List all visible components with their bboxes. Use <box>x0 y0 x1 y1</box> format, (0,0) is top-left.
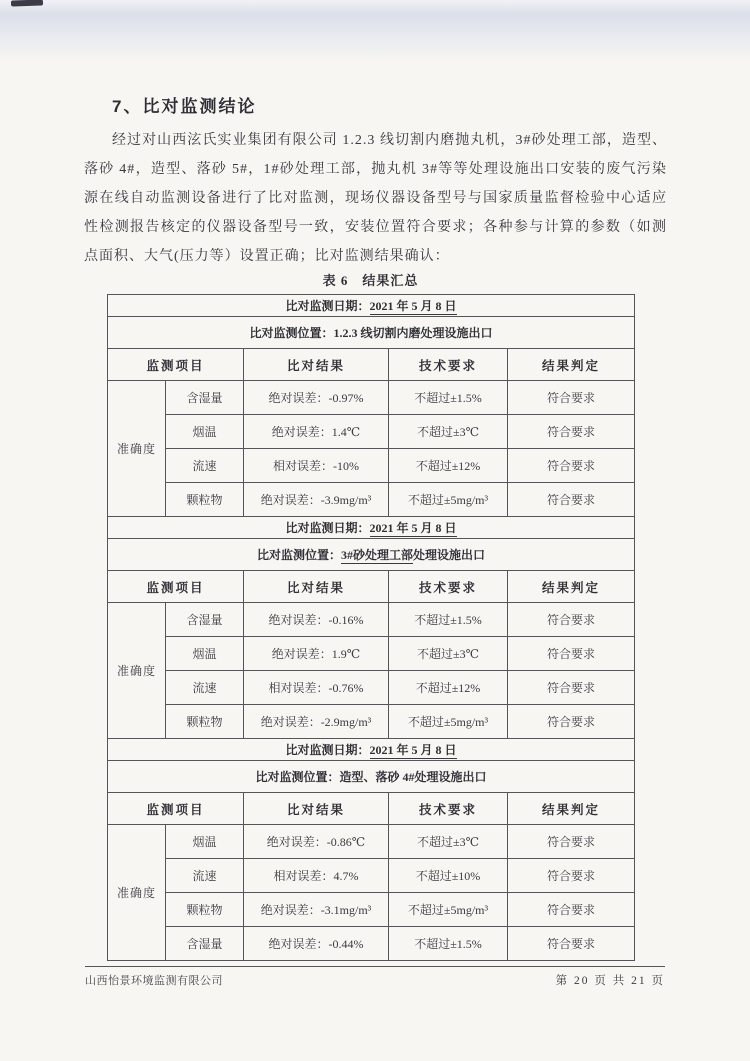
monitoring-location-cell <box>108 761 635 793</box>
cell-result: 绝对误差：-2.9mg/m³ <box>244 705 389 739</box>
monitoring-date-cell <box>108 295 635 317</box>
cell-result: 绝对误差：1.4℃ <box>244 415 389 449</box>
monitoring-location-cell <box>108 539 635 571</box>
cell-judgment: 符合要求 <box>508 449 635 483</box>
cell-item: 流速 <box>166 449 244 483</box>
footer-page-number: 第 20 页 共 21 页 <box>555 975 665 987</box>
header-item: 监测项目 <box>108 793 244 825</box>
table-row <box>108 859 635 893</box>
cell-requirement: 不超过±3℃ <box>389 415 508 449</box>
monitoring-location-row <box>108 317 635 349</box>
section-heading: 7、比对监测结论 <box>112 97 257 116</box>
cell-requirement: 不超过±5mg/m³ <box>389 483 508 517</box>
header-judgment: 结果判定 <box>508 571 635 603</box>
cell-result: 绝对误差：1.9℃ <box>244 637 389 671</box>
table-row <box>108 415 635 449</box>
header-result: 比对结果 <box>244 571 389 603</box>
date-value: 2021 年 5 月 8 日 <box>369 299 457 313</box>
table-row <box>108 893 635 927</box>
table-row <box>108 705 635 739</box>
table-row <box>108 381 635 415</box>
cell-result: 相对误差：-0.76% <box>244 671 389 705</box>
cell-result: 相对误差：4.7% <box>244 859 389 893</box>
cell-requirement: 不超过±1.5% <box>389 927 508 961</box>
monitoring-date-row <box>108 739 635 761</box>
location-label: 比对监测位置： <box>255 770 340 784</box>
monitoring-date-cell <box>108 739 635 761</box>
row-group-label: 准确度 <box>108 603 166 739</box>
row-group-label: 准确度 <box>108 825 166 961</box>
results-summary-table <box>107 294 635 961</box>
cell-item: 含湿量 <box>166 927 244 961</box>
location-value: 1.2.3 线切割内磨处理设施出口 <box>333 326 493 340</box>
cell-judgment: 符合要求 <box>508 637 635 671</box>
cell-requirement: 不超过±3℃ <box>389 637 508 671</box>
cell-requirement: 不超过±10% <box>389 859 508 893</box>
header-result: 比对结果 <box>244 349 389 381</box>
cell-judgment: 符合要求 <box>508 927 635 961</box>
date-label: 比对监测日期： <box>285 743 370 757</box>
table-caption: 表 6 结果汇总 <box>322 273 419 288</box>
header-item: 监测项目 <box>108 571 244 603</box>
table-row <box>108 825 635 859</box>
table-header-row <box>108 793 635 825</box>
cell-item: 颗粒物 <box>166 483 244 517</box>
header-requirement: 技术要求 <box>389 793 508 825</box>
location-underlined: 3#砂处理工部 <box>341 548 414 562</box>
cell-result: 相对误差：-10% <box>244 449 389 483</box>
cell-result: 绝对误差：-3.9mg/m³ <box>244 483 389 517</box>
cell-result: 绝对误差：-0.44% <box>244 927 389 961</box>
date-label: 比对监测日期： <box>285 299 370 313</box>
cell-judgment: 符合要求 <box>508 705 635 739</box>
cell-item: 含湿量 <box>166 381 244 415</box>
location-label: 比对监测位置： <box>256 548 341 562</box>
cell-requirement: 不超过±1.5% <box>389 381 508 415</box>
cell-judgment: 符合要求 <box>508 603 635 637</box>
monitoring-location-row <box>108 539 635 571</box>
cell-result: 绝对误差：-0.86℃ <box>244 825 389 859</box>
table-section-2 <box>108 517 635 739</box>
date-value: 2021 年 5 月 8 日 <box>369 743 457 757</box>
table-row <box>108 671 635 705</box>
cell-judgment: 符合要求 <box>508 483 635 517</box>
header-requirement: 技术要求 <box>389 571 508 603</box>
location-label: 比对监测位置： <box>249 326 334 340</box>
table-section-1 <box>108 295 635 517</box>
cell-item: 烟温 <box>166 415 244 449</box>
table-row <box>108 637 635 671</box>
table-row <box>108 483 635 517</box>
conclusion-paragraph: 经过对山西泫氏实业集团有限公司 1.2.3 线切割内磨抛丸机，3#砂处理工部，造型、落砂 4#，造型、落砂 5#，1#砂处理工部，抛丸机 3#等等处理设施出口安装的废气污染源在线自动监测设备进行了比对监测，现场仪器设备型号与国家质量监督检验中心适应性检测报告核定的仪器设备型号一致，安装位置符合要求；各种参与计算的参数（如测点面积、大气(压力等）设置正确；比对监测结果确认： <box>84 133 667 264</box>
cell-judgment: 符合要求 <box>508 893 635 927</box>
cell-result: 绝对误差：-0.97% <box>244 381 389 415</box>
header-judgment: 结果判定 <box>508 349 635 381</box>
cell-item: 烟温 <box>166 825 244 859</box>
location-value: 处理设施出口 <box>413 548 486 562</box>
cell-result: 绝对误差：-0.16% <box>244 603 389 637</box>
cell-result: 绝对误差：-3.1mg/m³ <box>244 893 389 927</box>
header-judgment: 结果判定 <box>508 793 635 825</box>
cell-judgment: 符合要求 <box>508 381 635 415</box>
header-requirement: 技术要求 <box>389 349 508 381</box>
monitoring-date-row <box>108 295 635 317</box>
page-footer <box>85 966 665 988</box>
date-label: 比对监测日期： <box>285 521 370 535</box>
monitoring-date-row <box>108 517 635 539</box>
table-row <box>108 449 635 483</box>
cell-requirement: 不超过±5mg/m³ <box>389 705 508 739</box>
cell-judgment: 符合要求 <box>508 859 635 893</box>
table-row <box>108 927 635 961</box>
cell-judgment: 符合要求 <box>508 825 635 859</box>
table-row <box>108 603 635 637</box>
monitoring-location-row <box>108 761 635 793</box>
footer-company-name: 山西怡景环境监测有限公司 <box>85 975 223 987</box>
cell-judgment: 符合要求 <box>508 415 635 449</box>
scan-edge-shading <box>0 0 750 64</box>
cell-item: 流速 <box>166 859 244 893</box>
cell-item: 烟温 <box>166 637 244 671</box>
table-section-3 <box>108 739 635 961</box>
location-value: 造型、落砂 4#处理设施出口 <box>339 770 487 784</box>
table-header-row <box>108 571 635 603</box>
header-result: 比对结果 <box>244 793 389 825</box>
cell-item: 颗粒物 <box>166 705 244 739</box>
cell-requirement: 不超过±5mg/m³ <box>389 893 508 927</box>
cell-item: 颗粒物 <box>166 893 244 927</box>
monitoring-date-cell <box>108 517 635 539</box>
cell-requirement: 不超过±12% <box>389 671 508 705</box>
header-item: 监测项目 <box>108 349 244 381</box>
cell-requirement: 不超过±12% <box>389 449 508 483</box>
row-group-label: 准确度 <box>108 381 166 517</box>
cell-item: 含湿量 <box>166 603 244 637</box>
monitoring-location-cell <box>108 317 635 349</box>
cell-requirement: 不超过±3℃ <box>389 825 508 859</box>
cell-requirement: 不超过±1.5% <box>389 603 508 637</box>
table-header-row <box>108 349 635 381</box>
date-value: 2021 年 5 月 8 日 <box>369 521 457 535</box>
cell-judgment: 符合要求 <box>508 671 635 705</box>
scan-corner-artifact <box>11 0 43 7</box>
cell-item: 流速 <box>166 671 244 705</box>
